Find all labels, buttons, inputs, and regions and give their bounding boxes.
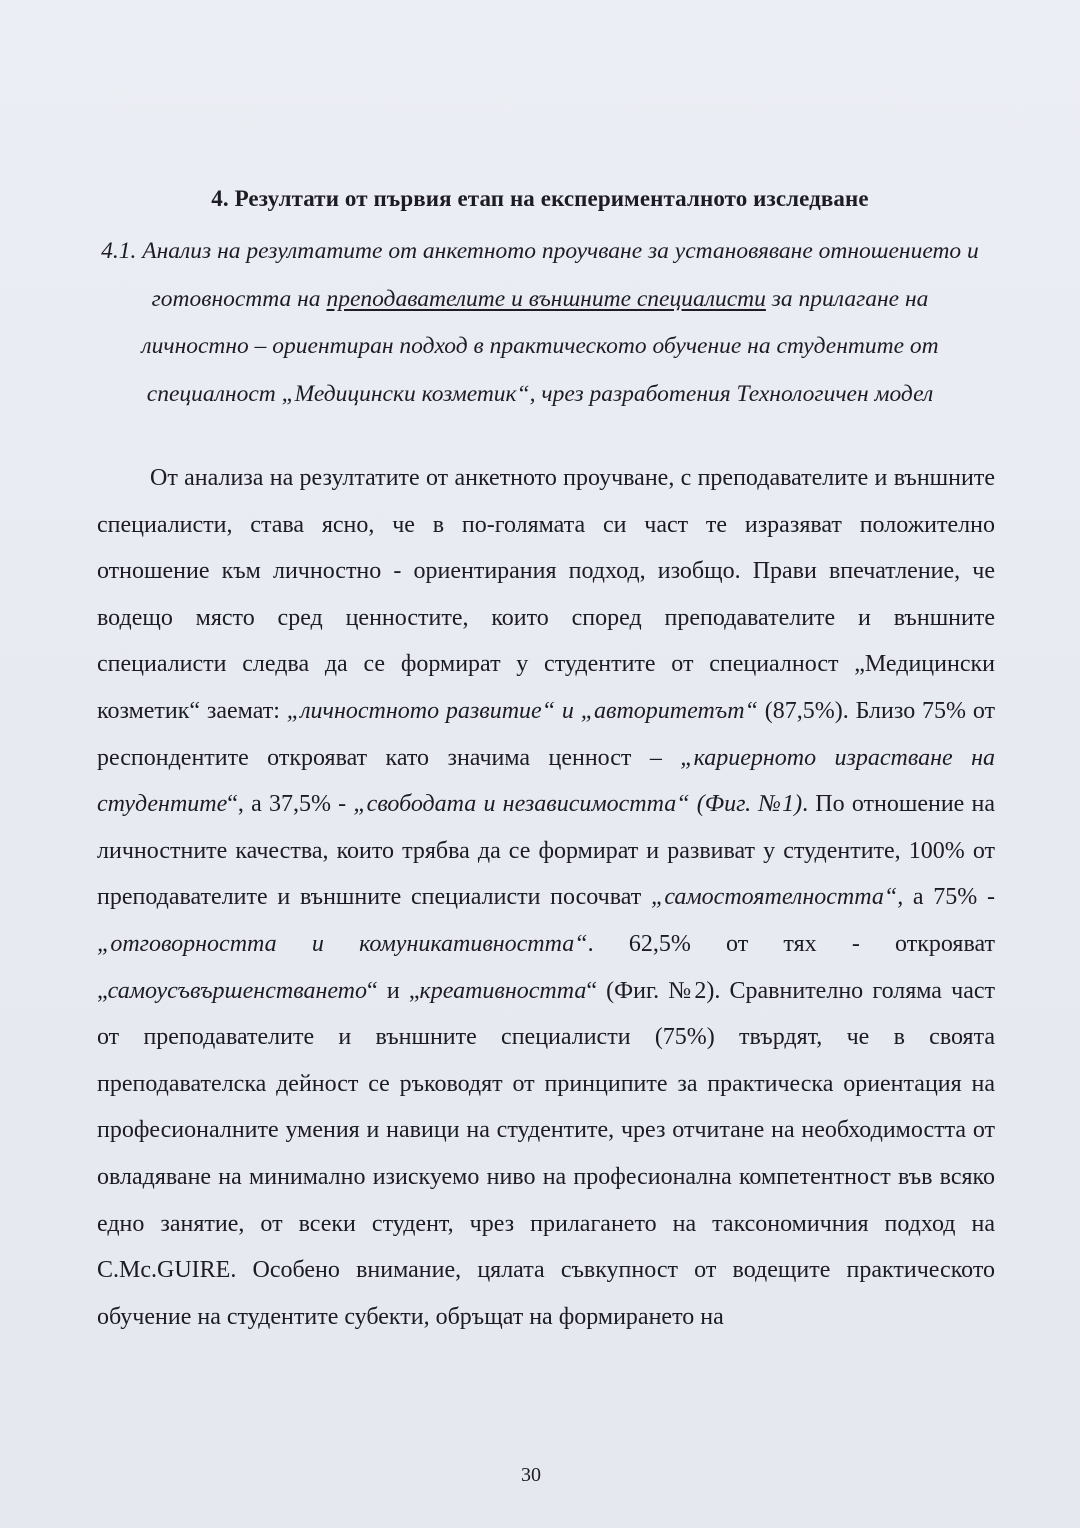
paragraph-run: “ (Фиг. №2). Сравнително голяма част от преподавателите и външните специалисти (75%) твърдят, че в своята преподавателска дейност се ръководят от принципите за практическа ориентация на професионалните умения и навици на студентите, чрез отчитане на необходимостта от овладяване на минимално изискуемо ниво на професионална компетентност във всяко едно занятие, от всеки студент, чрез прилагането на таксономичния подход на C.Mc.GUIRE. Особено внимание, цялата съвкупност от водещите практическото обучение на студентите субекти, обръщат на формирането на	[97, 977, 995, 1330]
paragraph-run: “ и „	[367, 977, 420, 1004]
paragraph-italic-run: самоусъвършенстването	[107, 977, 368, 1004]
subheading-text-end: за прилагане на личностно – ориентиран подход в практическото обучение на студентите от специалност „Медицински козметик“, чрез разработения Технологичен модел	[141, 285, 939, 407]
paragraph-run: “, а 37,5% -	[227, 791, 354, 818]
paragraph-italic-run: креативността	[419, 977, 587, 1004]
paragraph-run: а 75% -	[903, 884, 995, 911]
page-number: 30	[521, 1464, 541, 1486]
paragraph-italic-run: „самостоятелността“,	[650, 884, 904, 911]
paragraph-italic-run: „свободата и независимостта“ (Фиг. №1)	[353, 791, 803, 818]
subheading-text-start: 4.1. Анализ на резултатите от анкетното проучване за установяване отношението и готовността на	[101, 238, 979, 312]
paragraph-run: . По отношение на личностните качества, които трябва да се формират и развиват у студентите, 100% от преподавателите и външните специалисти посочват	[97, 791, 995, 911]
paragraph-run: От анализа на резултатите от анкетното проучване, с преподавателите и външните специалисти, става ясно, че в по-голямата си част те изразяват положително отношение към личностно - ориентирания подход, изобщо. Прави впечатление, че водещо място сред ценностите, които според преподавателите и външните специалисти следва да се формират у студентите от специалност „Медицински козметик“ заемат:	[97, 465, 995, 724]
paragraph-text	[97, 455, 995, 1340]
paragraph-italic-run: „отговорността и комуникативността“	[97, 930, 588, 957]
paragraph-run: . 62,5% от тях - открояват „	[97, 930, 995, 1004]
body-paragraph	[97, 455, 995, 1340]
paragraph-italic-run: „личностното развитие“ и „авторитетът“	[286, 697, 758, 724]
subsection-heading	[100, 228, 980, 418]
section-heading: 4. Резултати от първия етап на експерименталното изследване	[211, 186, 869, 211]
paragraph-run: (87,5%). Близо 75% от респондентите открояват като значима ценност –	[97, 697, 996, 771]
subheading-underlined-text: преподавателите и външните специалисти	[326, 285, 766, 312]
paragraph-italic-run: „кариерното израстване на студентите	[97, 744, 995, 818]
